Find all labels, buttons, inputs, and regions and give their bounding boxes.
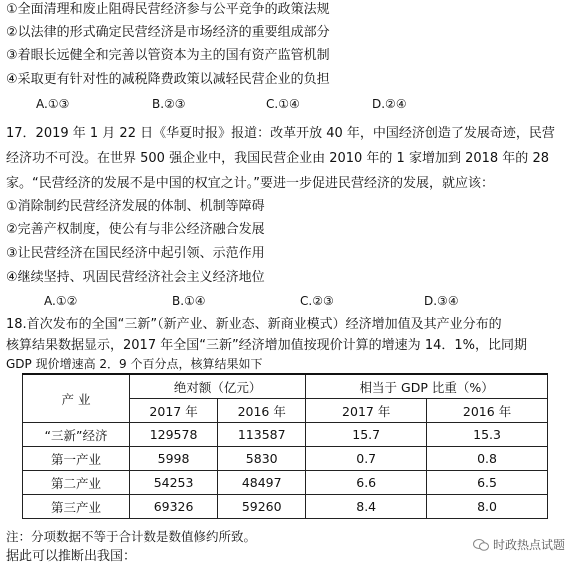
table-cell: 0.8	[427, 447, 548, 471]
table-cell: 59260	[218, 495, 306, 519]
table-cell: 6.6	[306, 471, 427, 495]
header-year: 2017 年	[130, 399, 218, 423]
q17-option-a: A.①②	[44, 294, 78, 308]
table-cell: 69326	[130, 495, 218, 519]
q17-option-c: C.②③	[300, 294, 334, 308]
q17-stem-3: 家。“民营经济的发展不是中国的权宜之计。”要进一步促进民营经济的发展，就应该：	[6, 176, 494, 191]
q17-item-1: ①消除制约民营经济发展的体制、机制等障碍	[6, 199, 265, 214]
q17-item-2: ②完善产权制度，使公有与非公经济融合发展	[6, 222, 265, 237]
q17-option-d: D.③④	[424, 294, 459, 308]
table-cell: 5998	[130, 447, 218, 471]
row-label: 第一产业	[23, 447, 130, 471]
q17-stem-2: 经济功不可没。在世界 500 强企业中，我国民营企业由 2010 年的 1 家增加到 2018 年的 28	[6, 151, 549, 166]
watermark	[473, 536, 565, 553]
q16-item-1: ①全面清理和废止阻碍民营经济参与公平竞争的政策法规	[6, 2, 330, 17]
header-year: 2017 年	[306, 399, 427, 423]
table-row	[23, 471, 548, 495]
header-year: 2016 年	[427, 399, 548, 423]
row-label: 第二产业	[23, 471, 130, 495]
q16-option-d: D.②④	[372, 97, 407, 111]
q18-stem-3: GDP 现价增速高 2．9 个百分点，核算结果如下	[6, 357, 263, 371]
table-cell: 8.0	[427, 495, 548, 519]
q16-item-4: ④采取更有针对性的减税降费政策以减轻民营企业的负担	[6, 72, 330, 87]
q17-stem-1: 17．2019 年 1 月 22 日《华夏时报》报道：改革开放 40 年，中国经济创造了发展奇迹，民营	[6, 126, 555, 141]
table-cell: 5830	[218, 447, 306, 471]
q16-item-2: ②以法律的形式确定民营经济是市场经济的重要组成部分	[6, 25, 330, 40]
q17-item-4: ④继续坚持、巩固民营经济社会主义经济地位	[6, 270, 265, 285]
q18-stem-1: 18.首次发布的全国“三新”（新产业、新业态、新商业模式）经济增加值及其产业分布的	[6, 317, 502, 332]
watermark-text: 时政热点试题	[492, 538, 565, 552]
q16-option-a: A.①③	[36, 97, 70, 111]
table-row	[23, 495, 548, 519]
q18-ask: 据此可以推断出我国：	[6, 549, 137, 564]
header-year: 2016 年	[218, 399, 306, 423]
row-label: 第三产业	[23, 495, 130, 519]
table-cell: 8.4	[306, 495, 427, 519]
q16-options	[0, 97, 575, 116]
gdp-table	[22, 373, 548, 519]
table-cell: 15.7	[306, 423, 427, 447]
q16-item-3: ③着眼长远健全和完善以管资本为主的国有资产监管机制	[6, 48, 330, 63]
table-row	[23, 447, 548, 471]
table-cell: 54253	[130, 471, 218, 495]
table-cell: 129578	[130, 423, 218, 447]
q17-options	[0, 294, 575, 313]
table-row	[23, 423, 548, 447]
table-cell: 15.3	[427, 423, 548, 447]
table-note: 注：分项数据不等于合计数是数值修约所致。	[6, 529, 257, 544]
q18-stem-2: 核算结果数据显示，2017 年全国“三新”经济增加值按现价计算的增速为 14．1%，比同期	[6, 338, 527, 353]
q17-option-b: B.①④	[172, 294, 206, 308]
table-cell: 0.7	[306, 447, 427, 471]
header-industry: 产 业	[23, 374, 130, 423]
chat-bubble-icon	[473, 538, 489, 552]
q17-item-3: ③让民营经济在国民经济中起引领、示范作用	[6, 246, 265, 261]
table-cell: 6.5	[427, 471, 548, 495]
q16-option-b: B.②③	[152, 97, 186, 111]
table-cell: 113587	[218, 423, 306, 447]
q16-option-c: C.①④	[266, 97, 300, 111]
row-label: “三新”经济	[23, 423, 130, 447]
table-cell: 48497	[218, 471, 306, 495]
header-gdp-ratio: 相当于 GDP 比重（%）	[306, 374, 548, 399]
header-absolute: 绝对额（亿元）	[130, 374, 306, 399]
